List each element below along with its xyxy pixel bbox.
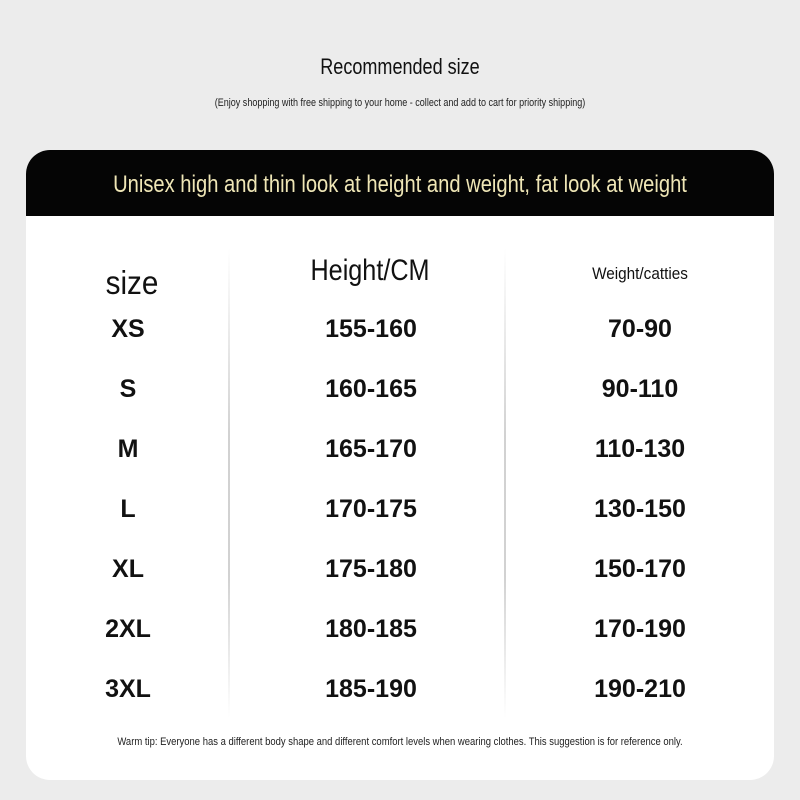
height-cell: 160-165 bbox=[325, 375, 417, 403]
page-subtitle: (Enjoy shopping with free shipping to your home - collect and add to cart for priority shipping) bbox=[214, 97, 586, 109]
height-cell: 185-190 bbox=[325, 675, 417, 703]
table-row bbox=[26, 495, 774, 535]
height-cell: 170-175 bbox=[325, 495, 417, 523]
banner-text: Unisex high and thin look at height and weight, fat look at weight bbox=[113, 171, 687, 198]
table-row bbox=[26, 435, 774, 475]
weight-cell: 110-130 bbox=[594, 435, 686, 463]
height-cell: 155-160 bbox=[325, 315, 417, 343]
table-row bbox=[26, 555, 774, 595]
table-row bbox=[26, 375, 774, 415]
column-header-weight: Weight/catties bbox=[592, 264, 688, 283]
size-cell: M bbox=[117, 435, 139, 463]
size-cell: 3XL bbox=[105, 675, 151, 703]
weight-cell: 130-150 bbox=[594, 495, 686, 523]
weight-cell: 150-170 bbox=[594, 555, 686, 583]
weight-cell: 170-190 bbox=[594, 615, 686, 643]
size-chart-card bbox=[26, 150, 774, 780]
height-cell: 175-180 bbox=[325, 555, 417, 583]
weight-cell: 70-90 bbox=[608, 315, 672, 343]
weight-cell: 90-110 bbox=[601, 375, 679, 403]
size-cell: S bbox=[119, 375, 137, 403]
size-cell: L bbox=[120, 495, 136, 523]
column-header-size: size bbox=[105, 264, 159, 301]
height-cell: 165-170 bbox=[325, 435, 417, 463]
warm-tip-text: Warm tip: Everyone has a different body shape and different comfort levels when wearing clothes. This suggestion is for reference only. bbox=[117, 736, 683, 748]
table-row bbox=[26, 315, 774, 355]
size-cell: XS bbox=[111, 315, 145, 343]
banner bbox=[26, 150, 774, 216]
page-title: Recommended size bbox=[320, 54, 480, 79]
size-cell: XL bbox=[112, 555, 144, 583]
height-cell: 180-185 bbox=[325, 615, 417, 643]
weight-cell: 190-210 bbox=[594, 675, 686, 703]
column-header-height: Height/CM bbox=[310, 254, 430, 287]
table-row bbox=[26, 615, 774, 655]
table-row bbox=[26, 675, 774, 715]
size-cell: 2XL bbox=[105, 615, 151, 643]
